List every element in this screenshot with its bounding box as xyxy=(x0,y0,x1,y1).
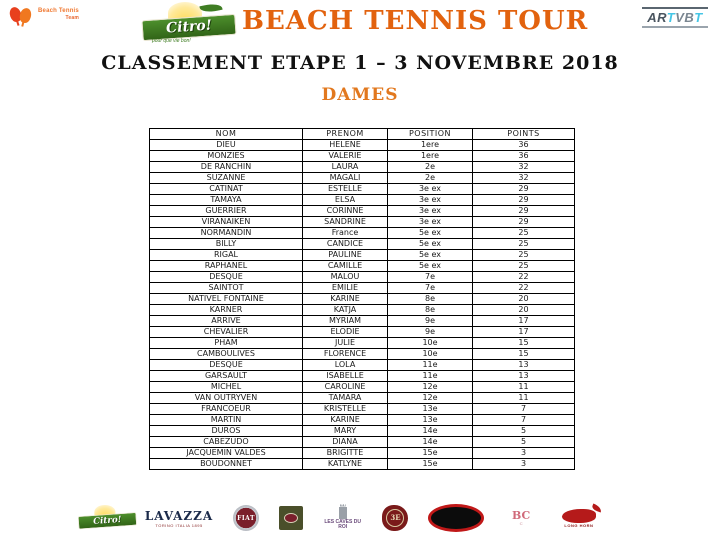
table-cell: NORMANDIN xyxy=(150,228,303,239)
artvbt-seg4: T xyxy=(694,10,703,25)
table-cell: 7e xyxy=(388,272,473,283)
table-cell: 36 xyxy=(473,151,575,162)
table-cell: 32 xyxy=(473,162,575,173)
table-cell: GARSAULT xyxy=(150,371,303,382)
table-cell: BOUDONNET xyxy=(150,459,303,470)
table-cell: KATLYNE xyxy=(303,459,388,470)
table-cell: 12e xyxy=(388,382,473,393)
ranking-table xyxy=(149,128,575,470)
table-cell: CORINNE xyxy=(303,206,388,217)
table-row xyxy=(150,426,575,437)
table-cell: 17 xyxy=(473,327,575,338)
citro-tagline: pour que vie bon! xyxy=(152,38,191,44)
table-cell: KATJA xyxy=(303,305,388,316)
table-cell: 3e ex xyxy=(388,217,473,228)
table-cell: 25 xyxy=(473,261,575,272)
table-cell: 5e ex xyxy=(388,239,473,250)
table-cell: ELSA xyxy=(303,195,388,206)
table-cell: MICHEL xyxy=(150,382,303,393)
table-row xyxy=(150,272,575,283)
fiat-wordmark: FIAT xyxy=(237,514,255,522)
creole-initials-logo xyxy=(504,508,538,526)
table-cell: 9e xyxy=(388,327,473,338)
table-cell: 5e ex xyxy=(388,228,473,239)
table-cell: LAURA xyxy=(303,162,388,173)
table-cell: DESQUE xyxy=(150,360,303,371)
table-cell: 7 xyxy=(473,404,575,415)
seal-monogram: 3E xyxy=(386,509,404,527)
table-cell: 14e xyxy=(388,426,473,437)
table-cell: France xyxy=(303,228,388,239)
table-cell: JULIE xyxy=(303,338,388,349)
column-header-prenom: PRENOM xyxy=(303,129,388,140)
table-cell: MONZIES xyxy=(150,151,303,162)
lavazza-logo xyxy=(145,509,213,528)
table-cell: FRANCOEUR xyxy=(150,404,303,415)
table-cell: 22 xyxy=(473,283,575,294)
table-cell: 2e xyxy=(388,162,473,173)
table-row xyxy=(150,206,575,217)
fiat-badge-icon xyxy=(233,505,259,531)
castle-tower-icon xyxy=(339,507,347,519)
table-cell: RIGAL xyxy=(150,250,303,261)
table-row xyxy=(150,217,575,228)
column-header-points: POINTS xyxy=(473,129,575,140)
artvbt-seg2: T xyxy=(666,10,676,25)
table-cell: 29 xyxy=(473,206,575,217)
table-cell: 25 xyxy=(473,239,575,250)
table-cell: 15 xyxy=(473,349,575,360)
table-cell: DIANA xyxy=(303,437,388,448)
table-cell: 5 xyxy=(473,426,575,437)
creole-subtext: C xyxy=(519,520,523,526)
table-cell: ELODIE xyxy=(303,327,388,338)
table-cell: NATIVEL FONTAINE xyxy=(150,294,303,305)
table-row xyxy=(150,437,575,448)
table-row xyxy=(150,195,575,206)
table-row xyxy=(150,294,575,305)
table-cell: 13e xyxy=(388,415,473,426)
table-cell: MARY xyxy=(303,426,388,437)
table-cell: CAMBOULIVES xyxy=(150,349,303,360)
caves-du-roi-text: LES CAVES DU ROI xyxy=(324,518,361,530)
table-row xyxy=(150,338,575,349)
table-cell: KRISTELLE xyxy=(303,404,388,415)
table-cell: 10e xyxy=(388,349,473,360)
table-cell: 3e ex xyxy=(388,184,473,195)
table-cell: KARINE xyxy=(303,294,388,305)
table-cell: KARNER xyxy=(150,305,303,316)
table-row xyxy=(150,448,575,459)
wax-seal-icon xyxy=(382,505,408,531)
table-cell: 25 xyxy=(473,250,575,261)
artvbt-seg3: VB xyxy=(675,10,695,25)
category-subtitle: DAMES xyxy=(321,85,399,105)
club-logo-line2: Team xyxy=(65,15,79,21)
table-cell: 20 xyxy=(473,294,575,305)
table-cell: PHAM xyxy=(150,338,303,349)
column-header-nom: NOM xyxy=(150,129,303,140)
table-cell: 25 xyxy=(473,228,575,239)
table-cell: 13 xyxy=(473,360,575,371)
ranking-table-container xyxy=(149,128,575,470)
lavazza-subtext: TORINO ITALIA 1895 xyxy=(155,522,203,528)
sponsor-strip xyxy=(92,500,600,536)
table-cell: SANDRINE xyxy=(303,217,388,228)
table-cell: 2e xyxy=(388,173,473,184)
longhorn-icon xyxy=(562,509,596,523)
citro-wordmark: Citro! xyxy=(141,14,236,42)
table-cell: FLORENCE xyxy=(303,349,388,360)
table-cell: CANDICE xyxy=(303,239,388,250)
table-cell: 5e ex xyxy=(388,250,473,261)
table-cell: TAMAYA xyxy=(150,195,303,206)
table-cell: 5 xyxy=(473,437,575,448)
table-cell: VAN OUTRYVEN xyxy=(150,393,303,404)
table-cell: ISABELLE xyxy=(303,371,388,382)
table-row xyxy=(150,404,575,415)
table-cell: BILLY xyxy=(150,239,303,250)
table-header-row xyxy=(150,129,575,140)
table-cell: ARRIVE xyxy=(150,316,303,327)
table-cell: VALERIE xyxy=(303,151,388,162)
table-row xyxy=(150,151,575,162)
table-cell: 36 xyxy=(473,140,575,151)
table-cell: DUROS xyxy=(150,426,303,437)
table-cell: 9e xyxy=(388,316,473,327)
citro-logo xyxy=(140,1,236,45)
table-cell: DE RANCHIN xyxy=(150,162,303,173)
beach-tennis-rackets-icon xyxy=(10,7,36,29)
table-cell: 11e xyxy=(388,360,473,371)
table-row xyxy=(150,261,575,272)
event-title: BEACH TENNIS TOUR xyxy=(242,6,589,36)
table-cell: 1ere xyxy=(388,140,473,151)
table-cell: SUZANNE xyxy=(150,173,303,184)
table-cell: JACQUEMIN VALDES xyxy=(150,448,303,459)
wax-seal-logo xyxy=(382,505,408,531)
table-cell: 11e xyxy=(388,371,473,382)
table-row xyxy=(150,349,575,360)
table-cell: VIRANAIKEN xyxy=(150,217,303,228)
table-row xyxy=(150,184,575,195)
table-cell: MYRIAM xyxy=(303,316,388,327)
table-cell: 13e xyxy=(388,404,473,415)
table-cell: 7 xyxy=(473,415,575,426)
table-row xyxy=(150,239,575,250)
table-row xyxy=(150,415,575,426)
club-logo-text xyxy=(38,8,79,22)
table-cell: TAMARA xyxy=(303,393,388,404)
citro-wordmark: Citro! xyxy=(78,512,137,529)
table-cell: DESQUE xyxy=(150,272,303,283)
table-cell: CHEVALIER xyxy=(150,327,303,338)
table-row xyxy=(150,316,575,327)
table-row xyxy=(150,382,575,393)
column-header-position: POSITION xyxy=(388,129,473,140)
artvbt-logo xyxy=(642,7,708,28)
table-cell: 29 xyxy=(473,184,575,195)
table-row xyxy=(150,140,575,151)
table-cell: MARTIN xyxy=(150,415,303,426)
long-horn-logo xyxy=(558,509,600,528)
table-row xyxy=(150,162,575,173)
table-cell: ESTELLE xyxy=(303,184,388,195)
table-row xyxy=(150,173,575,184)
table-row xyxy=(150,459,575,470)
club-logo-line1: Beach Tennis xyxy=(38,8,79,14)
green-square-icon xyxy=(279,506,303,530)
table-cell: GUERRIER xyxy=(150,206,303,217)
table-cell: 14e xyxy=(388,437,473,448)
table-cell: 8e xyxy=(388,294,473,305)
fiat-logo xyxy=(233,505,259,531)
artvbt-seg1: AR xyxy=(647,10,667,25)
table-cell: 22 xyxy=(473,272,575,283)
table-row xyxy=(150,371,575,382)
table-cell: LOLA xyxy=(303,360,388,371)
red-black-oval-logo xyxy=(428,504,484,532)
table-cell: MAGALI xyxy=(303,173,388,184)
table-row xyxy=(150,393,575,404)
leaf-icon xyxy=(199,2,222,14)
table-row xyxy=(150,360,575,371)
table-row xyxy=(150,250,575,261)
table-cell: 1ere xyxy=(388,151,473,162)
table-cell: RAPHANEL xyxy=(150,261,303,272)
table-cell: 15e xyxy=(388,448,473,459)
table-cell: MALOU xyxy=(303,272,388,283)
table-cell: CAROLINE xyxy=(303,382,388,393)
page-title: CLASSEMENT ETAPE 1 – 3 NOVEMBRE 2018 xyxy=(101,52,619,74)
table-cell: 3 xyxy=(473,448,575,459)
club-logo xyxy=(10,5,105,35)
table-cell: 29 xyxy=(473,195,575,206)
table-cell: 15 xyxy=(473,338,575,349)
table-cell: 17 xyxy=(473,316,575,327)
table-cell: 13 xyxy=(473,371,575,382)
table-cell: PAULINE xyxy=(303,250,388,261)
ranking-table-body xyxy=(150,140,575,470)
table-cell: 5e ex xyxy=(388,261,473,272)
red-oval-icon xyxy=(428,504,484,532)
table-cell: 3e ex xyxy=(388,195,473,206)
table-cell: 12e xyxy=(388,393,473,404)
table-cell: CAMILLE xyxy=(303,261,388,272)
table-cell: CABEZUDO xyxy=(150,437,303,448)
table-cell: 15e xyxy=(388,459,473,470)
table-cell: 29 xyxy=(473,217,575,228)
table-row xyxy=(150,283,575,294)
table-cell: 32 xyxy=(473,173,575,184)
table-cell: 11 xyxy=(473,393,575,404)
table-row xyxy=(150,327,575,338)
table-cell: KARINE xyxy=(303,415,388,426)
table-cell: EMILIE xyxy=(303,283,388,294)
table-cell: 3 xyxy=(473,459,575,470)
longhorn-text: LONG HORN xyxy=(564,522,594,528)
green-emblem-logo xyxy=(279,506,303,530)
table-row xyxy=(150,305,575,316)
table-cell: 10e xyxy=(388,338,473,349)
table-cell: 11 xyxy=(473,382,575,393)
lavazza-wordmark: LAVAZZA xyxy=(144,508,214,523)
table-cell: BRIGITTE xyxy=(303,448,388,459)
les-caves-du-roi-logo xyxy=(323,507,363,530)
table-cell: DIEU xyxy=(150,140,303,151)
table-row xyxy=(150,228,575,239)
table-cell: 7e xyxy=(388,283,473,294)
table-cell: CATINAT xyxy=(150,184,303,195)
table-cell: HELENE xyxy=(303,140,388,151)
table-cell: SAINTOT xyxy=(150,283,303,294)
table-cell: 8e xyxy=(388,305,473,316)
creole-initials: BC xyxy=(511,508,531,522)
table-cell: 3e ex xyxy=(388,206,473,217)
table-cell: 20 xyxy=(473,305,575,316)
